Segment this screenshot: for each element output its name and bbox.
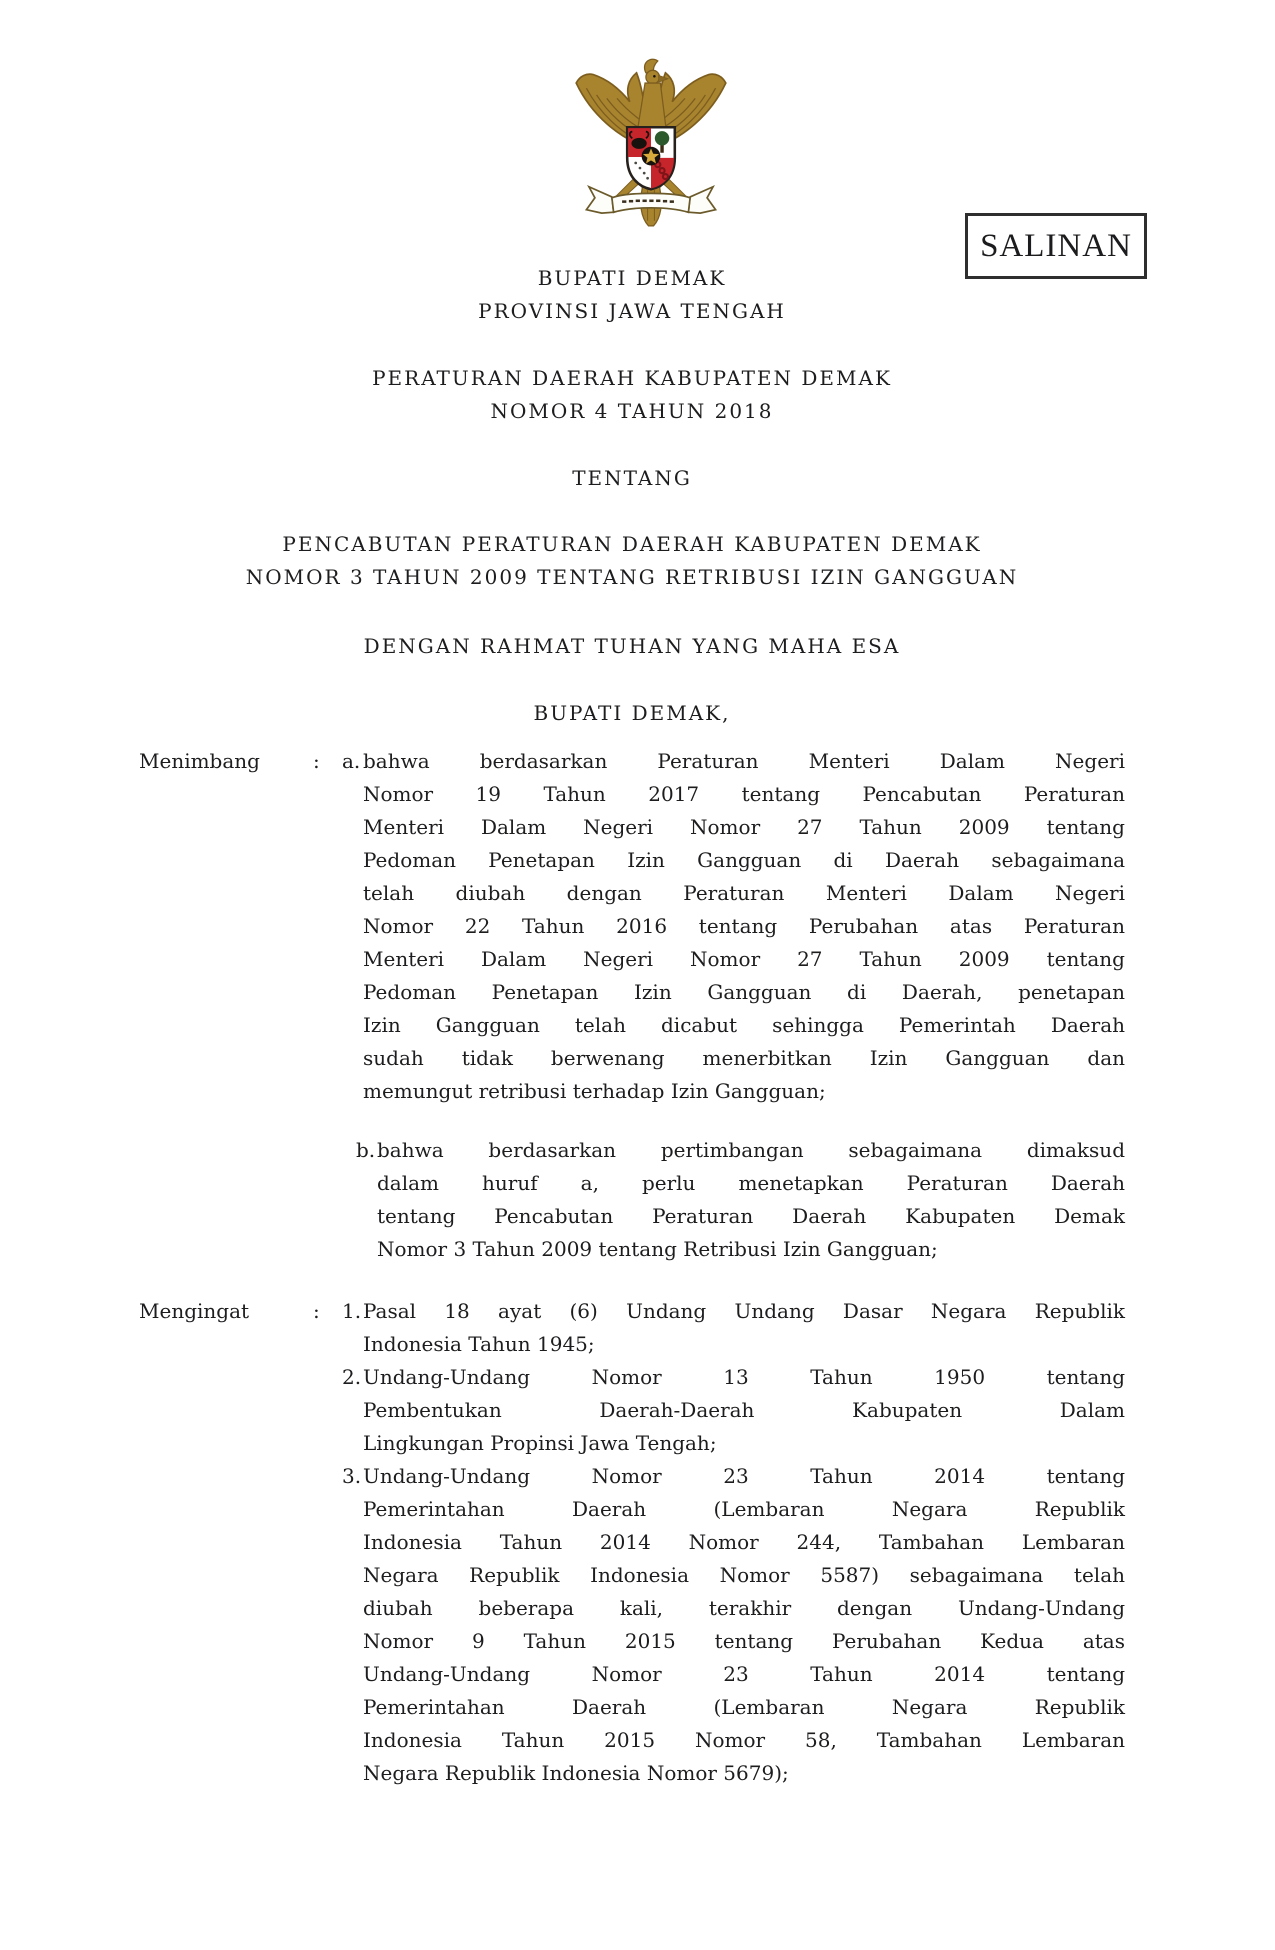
text-line: memungut retribusi terhadap Izin Gangguan;: [363, 1079, 826, 1103]
text-line: tentang Pencabutan Peraturan Daerah Kabupaten Demak: [377, 1204, 1125, 1228]
text-line: Undang-Undang Nomor 23 Tahun 2014 tentang: [363, 1464, 1125, 1488]
considering-section: [139, 745, 1125, 1266]
text-line: bahwa berdasarkan pertimbangan sebagaimana dimaksud: [377, 1138, 1125, 1162]
item-marker: 1.: [342, 1299, 362, 1323]
invocation-line: DENGAN RAHMAT TUHAN YANG MAHA ESA: [363, 634, 901, 658]
header-office: BUPATI DEMAK: [537, 266, 727, 290]
text-line: Negara Republik Indonesia Nomor 5587) sebagaimana telah: [363, 1563, 1125, 1587]
text-line: bahwa berdasarkan Peraturan Menteri Dalam Negeri: [363, 749, 1125, 773]
considering-colon: :: [313, 749, 320, 773]
text-line: Undang-Undang Nomor 23 Tahun 2014 tentang: [363, 1662, 1125, 1686]
item-text: [363, 1295, 1125, 1361]
title-regulation: PERATURAN DAERAH KABUPATEN DEMAK: [372, 366, 892, 390]
text-line: Pemerintahan Daerah (Lembaran Negara Republik: [363, 1497, 1125, 1521]
item-marker: b.: [356, 1138, 376, 1162]
text-line: dalam huruf a, perlu menetapkan Peraturan Daerah: [377, 1171, 1125, 1195]
text-line: Pembentukan Daerah-Daerah Kabupaten Dalam: [363, 1398, 1125, 1422]
remembering-section: [139, 1295, 1125, 1790]
considering-label: Menimbang: [139, 749, 260, 773]
text-line: Nomor 22 Tahun 2016 tentang Perubahan atas Peraturan: [363, 914, 1125, 938]
considering-items: [342, 745, 1125, 1266]
text-line: Undang-Undang Nomor 13 Tahun 1950 tentang: [363, 1365, 1125, 1389]
text-line: Pemerintahan Daerah (Lembaran Negara Republik: [363, 1695, 1125, 1719]
text-line: Nomor 9 Tahun 2015 tentang Perubahan Kedua atas: [363, 1629, 1125, 1653]
remembering-colon: :: [313, 1299, 320, 1323]
document-content: [139, 0, 1125, 1790]
text-line: Negara Republik Indonesia Nomor 5679);: [363, 1761, 789, 1785]
text-line: Nomor 3 Tahun 2009 tentang Retribusi Izin Gangguan;: [377, 1237, 938, 1261]
clause-item: [342, 1295, 1125, 1361]
text-line: sudah tidak berwenang menerbitkan Izin Gangguan dan: [363, 1046, 1125, 1070]
text-line: Indonesia Tahun 2014 Nomor 244, Tambahan Lembaran: [363, 1530, 1125, 1554]
text-line: Lingkungan Propinsi Jawa Tengah;: [363, 1431, 717, 1455]
title-about-label: TENTANG: [572, 466, 692, 490]
clause-item: [356, 1134, 1125, 1266]
text-line: telah diubah dengan Peraturan Menteri Dalam Negeri: [363, 881, 1125, 905]
text-line: Izin Gangguan telah dicabut sehingga Pemerintah Daerah: [363, 1013, 1125, 1037]
clause-item: [342, 745, 1125, 1108]
text-line: Menteri Dalam Negeri Nomor 27 Tahun 2009 tentang: [363, 815, 1125, 839]
clause-item: [342, 1460, 1125, 1790]
title-number: NOMOR 4 TAHUN 2018: [490, 399, 774, 423]
text-line: Menteri Dalam Negeri Nomor 27 Tahun 2009 tentang: [363, 947, 1125, 971]
item-text: [363, 1361, 1125, 1460]
remembering-items: [342, 1295, 1125, 1790]
officer-name: BUPATI DEMAK,: [533, 701, 731, 725]
text-line: Pasal 18 ayat (6) Undang Undang Dasar Negara Republik: [363, 1299, 1125, 1323]
item-marker: 2.: [342, 1365, 362, 1389]
text-line: diubah beberapa kali, terakhir dengan Undang-Undang: [363, 1596, 1125, 1620]
header-province: PROVINSI JAWA TENGAH: [478, 299, 786, 323]
title-subject-line1: PENCABUTAN PERATURAN DAERAH KABUPATEN DEMAK: [282, 532, 982, 556]
text-line: Indonesia Tahun 1945;: [363, 1332, 595, 1356]
text-line: Nomor 19 Tahun 2017 tentang Pencabutan Peraturan: [363, 782, 1125, 806]
item-text: [377, 1134, 1125, 1266]
item-text: [363, 745, 1125, 1108]
item-text: [363, 1460, 1125, 1790]
item-marker: 3.: [342, 1464, 362, 1488]
remembering-label: Mengingat: [139, 1299, 250, 1323]
item-marker: a.: [342, 749, 361, 773]
title-subject-line2: NOMOR 3 TAHUN 2009 TENTANG RETRIBUSI IZIN GANGGUAN: [245, 565, 1019, 589]
text-line: Indonesia Tahun 2015 Nomor 58, Tambahan Lembaran: [363, 1728, 1125, 1752]
clause-item: [342, 1361, 1125, 1460]
text-line: Pedoman Penetapan Izin Gangguan di Daerah, penetapan: [363, 980, 1125, 1004]
salinan-stamp-label: SALINAN: [980, 227, 1132, 264]
text-line: Pedoman Penetapan Izin Gangguan di Daerah sebagaimana: [363, 848, 1125, 872]
